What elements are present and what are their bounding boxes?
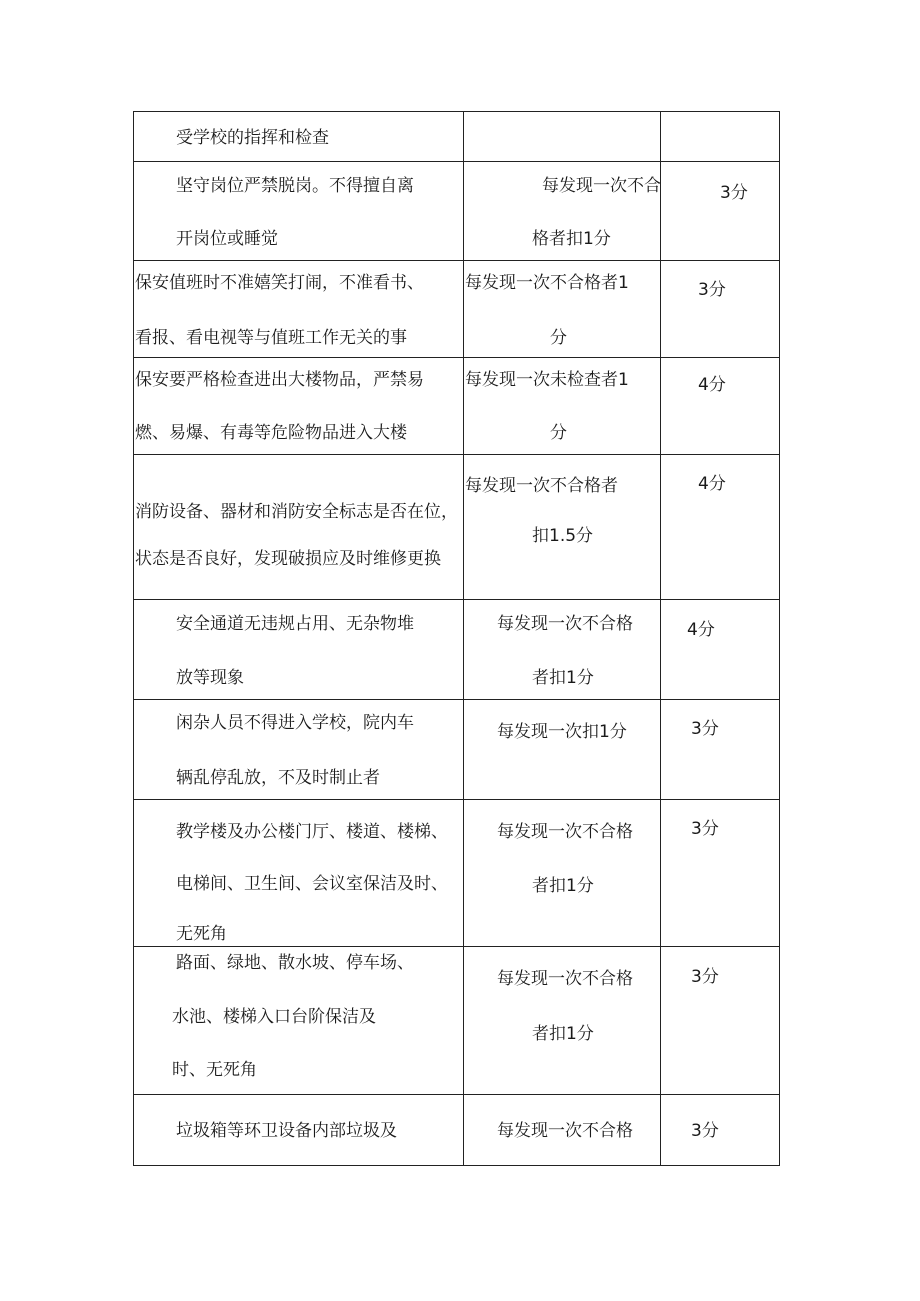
deduction-text: 者扣1分 [532, 1024, 594, 1044]
table-row [134, 162, 780, 261]
deduction-text: 每发现一次不合格 [497, 614, 633, 634]
table-row [134, 1095, 780, 1166]
item-text: 坚守岗位严禁脱岗。不得擅自离 [176, 176, 414, 196]
item-cell [134, 1095, 464, 1166]
deduction-cell [464, 112, 661, 162]
deduction-text: 每发现一次不合格 [497, 969, 633, 989]
item-text: 消防设备、器材和消防安全标志是否在位， [135, 502, 458, 522]
table-row [134, 600, 780, 700]
deduction-text: 每发现一次不合格 [497, 822, 633, 842]
deduction-text: 者扣1分 [532, 668, 594, 688]
item-text: 保安要严格检查进出大楼物品，严禁易 [135, 370, 424, 390]
table-row [134, 112, 780, 162]
item-cell [134, 947, 464, 1095]
deduction-text: 每发现一次不合 [542, 176, 661, 196]
score-text: 4分 [698, 474, 726, 494]
item-cell [134, 600, 464, 700]
item-text: 时、无死角 [172, 1060, 257, 1080]
deduction-cell [464, 1095, 661, 1166]
deduction-text: 每发现一次未检查者1 [465, 370, 629, 390]
score-cell [661, 358, 780, 455]
item-cell [134, 162, 464, 261]
item-text: 电梯间、卫生间、会议室保洁及时、 [176, 874, 448, 894]
score-text: 3分 [691, 1121, 719, 1141]
deduction-cell [464, 947, 661, 1095]
score-text: 4分 [698, 375, 726, 395]
score-cell [661, 455, 780, 600]
scoring-table [133, 111, 780, 1166]
table-row [134, 947, 780, 1095]
score-cell [661, 1095, 780, 1166]
item-text: 放等现象 [176, 668, 244, 688]
item-text: 水池、楼梯入口台阶保洁及 [172, 1007, 376, 1027]
deduction-cell [464, 358, 661, 455]
item-text: 保安值班时不准嬉笑打闹，不准看书、 [135, 273, 424, 293]
item-cell [134, 358, 464, 455]
score-cell [661, 600, 780, 700]
score-text: 3分 [698, 280, 726, 300]
score-cell [661, 261, 780, 358]
item-text: 燃、易爆、有毒等危险物品进入大楼 [135, 423, 407, 443]
item-cell [134, 112, 464, 162]
score-cell [661, 112, 780, 162]
table-row [134, 455, 780, 600]
item-text: 闲杂人员不得进入学校，院内车 [176, 713, 414, 733]
deduction-text: 每发现一次扣1分 [497, 722, 627, 742]
score-cell [661, 162, 780, 261]
item-text: 看报、看电视等与值班工作无关的事 [135, 328, 407, 348]
item-text: 路面、绿地、散水坡、停车场、 [176, 953, 414, 973]
item-cell [134, 455, 464, 600]
deduction-cell [464, 800, 661, 947]
deduction-text: 每发现一次不合格 [497, 1121, 633, 1141]
item-cell [134, 261, 464, 358]
item-text: 安全通道无违规占用、无杂物堆 [176, 614, 414, 634]
item-text: 教学楼及办公楼门厅、楼道、楼梯、 [176, 822, 448, 842]
score-text: 3分 [691, 967, 719, 987]
deduction-cell [464, 600, 661, 700]
score-text: 3分 [720, 183, 748, 203]
item-text: 开岗位或睡觉 [176, 229, 278, 249]
item-text: 状态是否良好，发现破损应及时维修更换 [135, 549, 441, 569]
deduction-text: 分 [550, 328, 567, 348]
deduction-text: 每发现一次不合格者1 [465, 273, 629, 293]
table-row [134, 261, 780, 358]
score-cell [661, 800, 780, 947]
item-cell [134, 800, 464, 947]
deduction-text: 格者扣1分 [532, 229, 611, 249]
item-text: 无死角 [176, 924, 227, 944]
deduction-text: 者扣1分 [532, 876, 594, 896]
score-cell [661, 947, 780, 1095]
table-row [134, 800, 780, 947]
deduction-text: 每发现一次不合格者 [465, 476, 618, 496]
table-row [134, 700, 780, 800]
deduction-cell [464, 455, 661, 600]
item-text: 垃圾箱等环卫设备内部垃圾及 [176, 1121, 397, 1141]
score-text: 3分 [691, 819, 719, 839]
deduction-cell [464, 700, 661, 800]
deduction-cell [464, 162, 661, 261]
item-text: 辆乱停乱放，不及时制止者 [176, 768, 380, 788]
score-text: 3分 [691, 719, 719, 739]
item-cell [134, 700, 464, 800]
item-text: 受学校的指挥和检查 [176, 128, 329, 148]
score-cell [661, 700, 780, 800]
deduction-cell [464, 261, 661, 358]
score-text: 4分 [687, 620, 715, 640]
deduction-text: 分 [550, 423, 567, 443]
table-row [134, 358, 780, 455]
deduction-text: 扣1.5分 [532, 526, 594, 546]
